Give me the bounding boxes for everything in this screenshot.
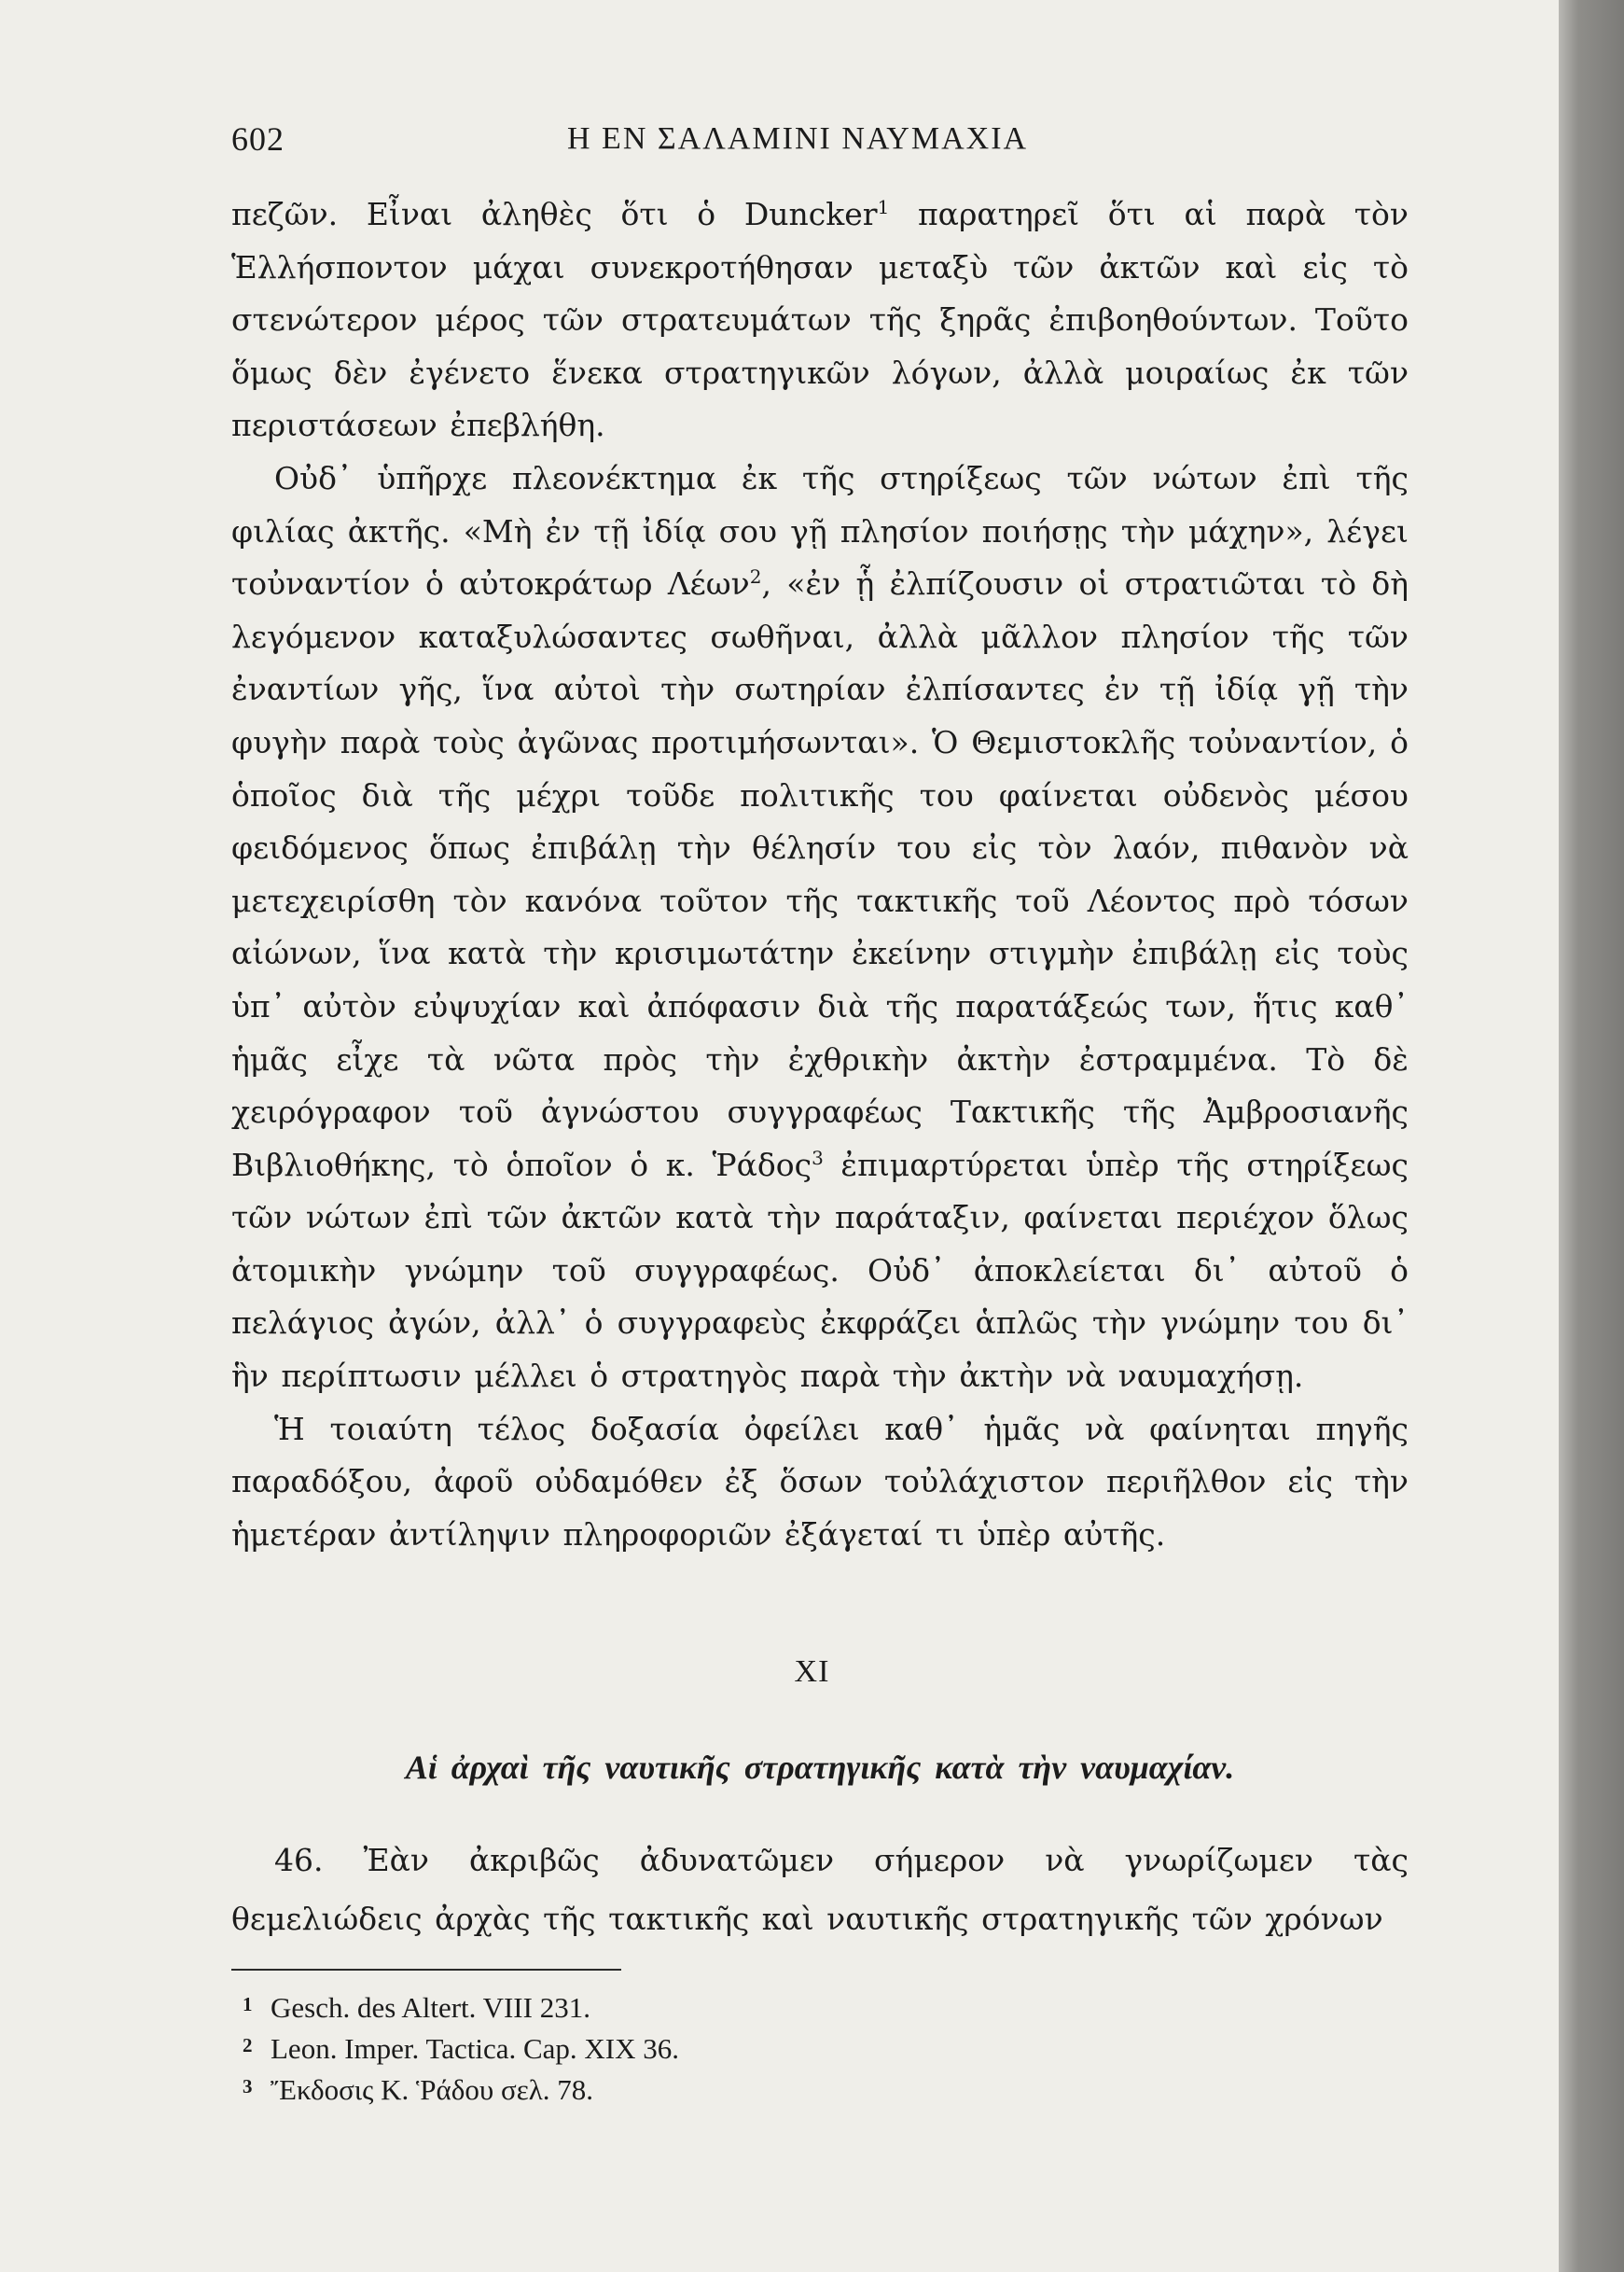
paragraph-2	[231, 453, 1409, 1403]
footnote-1	[243, 1987, 1110, 2028]
section-title: Αἱ ἀρχαὶ τῆς ναυτικῆς στρατηγικῆς κατὰ τὴν ναυμαχίαν.	[405, 1749, 1235, 1786]
footnote-3	[243, 2070, 1110, 2111]
paragraph-1-text-b: παρατηρεῖ ὅτι αἱ παρὰ τὸν Ἑλλήσποντον μάχαι συνεκροτήθησαν μεταξὺ τῶν ἀκτῶν καὶ εἰς τὸ στενώτερον μέρος τῶν στρατευμάτων τῆς ξηρᾶς ἐπιβοηθούντων. Τοῦτο ὅμως δὲν ἐγένετο ἕνεκα στρατηγικῶν λόγων, ἀλλὰ μοιραίως ἐκ τῶν περιστάσεων ἐπεβλήθη.	[231, 196, 1409, 444]
body-text	[231, 188, 1409, 1561]
footnote-marker-1: 1	[877, 196, 890, 218]
footnotes	[243, 1987, 1110, 2111]
book-spine-shadow	[1559, 0, 1624, 2272]
footnote-text: Gesch. des Altert. VIII 231.	[271, 1991, 590, 2024]
paragraph-1	[231, 188, 1409, 453]
footnote-2	[243, 2028, 1110, 2070]
paragraph-46-text: 46. Ἐὰν ἀκριβῶς ἀδυνατῶμεν σήμερον νὰ γνωρίζωμεν τὰς θεμελιώδεις ἀρχὰς τῆς τακτικῆς καὶ ναυτικῆς στρατηγικῆς τῶν χρόνων	[231, 1842, 1409, 1937]
footnote-marker-2: 2	[749, 565, 762, 589]
paragraph-2-text-c: ἐπιμαρτύρεται ὑπὲρ τῆς στηρίξεως τῶν νώτων ἐπὶ τῶν ἀκτῶν κατὰ τὴν παράταξιν, φαίνεται περιέχον ὅλως ἀτομικὴν γνώμην τοῦ συγγραφέως. Οὐδ᾿ ἀποκλείεται δι᾿ αὐτοῦ ὁ πελάγιος ἀγών, ἀλλ᾿ ὁ συγγραφεὺς ἐκφράζει ἁπλῶς τὴν γνώμην του δι᾿ ἣν περίπτωσιν μέλλει ὁ στρατηγὸς παρὰ τὴν ἀκτὴν νὰ ναυμαχήσῃ.	[231, 1146, 1409, 1395]
footnote-number: 2	[243, 2034, 253, 2056]
running-title: Η ΕΝ ΣΑΛΑΜΙΝΙ ΝΑΥΜΑΧΙΑ	[567, 121, 1029, 156]
page-number: 602	[231, 120, 285, 158]
paragraph-2-text-a: Οὐδ᾿ ὑπῆρχε πλεονέκτημα ἐκ τῆς στηρίξεως τῶν νώτων ἐπὶ τῆς φιλίας ἀκτῆς. «Μὴ ἐν τῇ ἰδίᾳ σου γῇ πλησίον ποιήσῃς τὴν μάχην», λέγει τοὐναντίον ὁ αὐτοκράτωρ Λέων	[231, 459, 1409, 603]
paragraph-2-text-b: , «ἐν ᾗ ἐλπίζουσιν οἱ στρατιῶται τὸ δὴ λεγόμενον καταξυλώσαντες σωθῆναι, ἀλλὰ μᾶλλον πλησίον τῆς τῶν ἐναντίων γῆς, ἵνα αὐτοὶ τὴν σωτηρίαν ἐλπίσαντες ἐν τῇ ἰδίᾳ γῇ τὴν φυγὴν παρὰ τοὺς ἀγῶνας προτιμήσωνται». Ὁ Θεμιστοκλῆς τοὐναντίον, ὁ ὁποῖος διὰ τῆς μέχρι τοῦδε πολιτικῆς του φαίνεται οὐδενὸς μέσου φειδόμενος ὅπως ἐπιβάλῃ τὴν θέλησίν του εἰς τὸν λαόν, πιθανὸν νὰ μετεχειρίσθη τὸν κανόνα τοῦτον τῆς τακτικῆς τοῦ Λέοντος πρὸ τόσων αἰώνων, ἵνα κατὰ τὴν κρισιμωτάτην ἐκείνην στιγμὴν ἐπιβάλῃ εἰς τοὺς ὑπ᾿ αὐτὸν εὐψυχίαν καὶ ἀπόφασιν διὰ τῆς παρατάξεώς των, ἥτις καθ᾿ ἡμᾶς εἶχε τὰ νῶτα πρὸς τὴν ἐχθρικὴν ἀκτὴν ἐστραμμένα. Τὸ δὲ χειρόγραφον τοῦ ἀγνώστου συγγραφέως Τακτικῆς τῆς Ἀμβροσιανῆς Βιβλιοθήκης, τὸ ὁποῖον ὁ κ. Ῥάδος	[231, 565, 1409, 1183]
footnote-number: 1	[243, 1993, 253, 2015]
footnote-marker-3: 3	[812, 1146, 824, 1169]
paragraph-46	[231, 1831, 1409, 1948]
footnote-number: 3	[243, 2075, 253, 2098]
footnote-text: Leon. Imper. Tactica. Cap. XIX 36.	[271, 2032, 680, 2065]
section-number: XI	[794, 1654, 830, 1689]
footnote-text: Ἔκδοσις Κ. Ῥάδου σελ. 78.	[271, 2073, 593, 2106]
footnote-divider	[231, 1969, 621, 1971]
paragraph-1-text-a: πεζῶν. Εἶναι ἀληθὲς ὅτι ὁ Duncker	[231, 196, 878, 232]
page-header	[231, 119, 1407, 175]
paragraph-3: Ἡ τοιαύτη τέλος δοξασία ὀφείλει καθ᾿ ἡμᾶς νὰ φαίνηται πηγῆς παραδόξου, ἀφοῦ οὐδαμόθεν ἐξ ὅσων τοὐλάχιστον περιῆλθον εἰς τὴν ἡμετέραν ἀντίληψιν πληροφοριῶν ἐξάγεταί τι ὑπὲρ αὐτῆς.	[231, 1410, 1409, 1553]
